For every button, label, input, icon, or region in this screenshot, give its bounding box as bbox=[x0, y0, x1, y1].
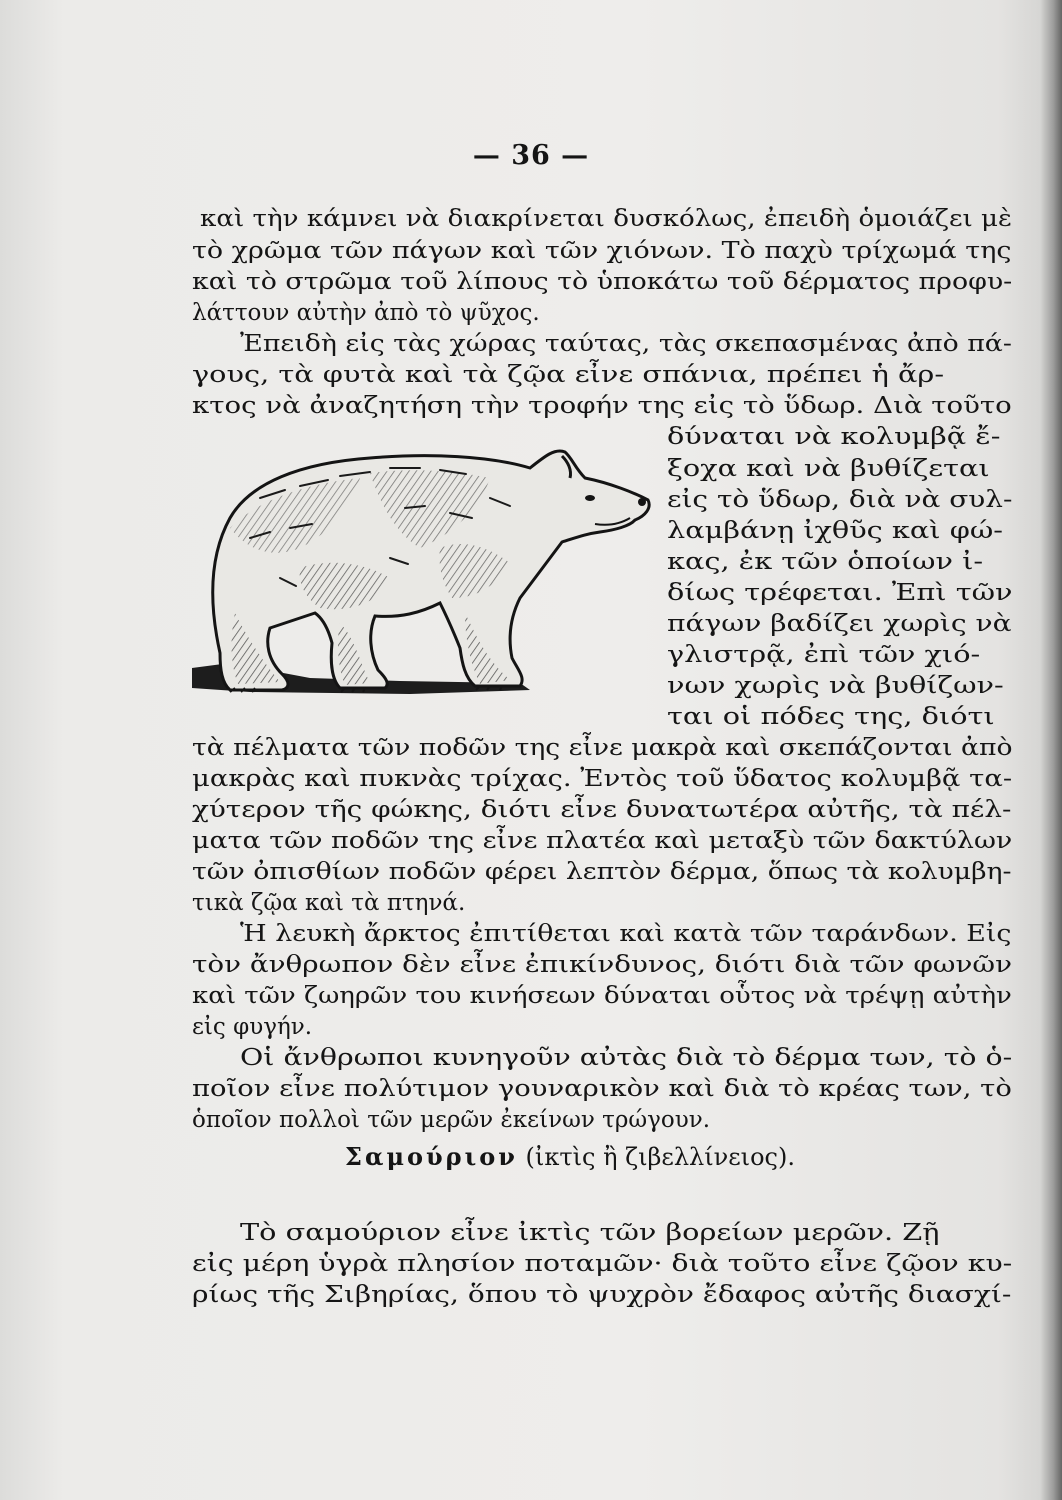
text-line: Ἡ λευκὴ ἄρκτος ἐπιτίθεται καὶ κατὰ τῶν ταράνδων. Εἰς bbox=[240, 921, 1012, 947]
text-line: εἰς φυγήν. bbox=[192, 1014, 313, 1040]
text-line: Τὸ σαμούριον εἶνε ἰκτὶς τῶν βορείων μερῶν. Ζῇ bbox=[240, 1220, 940, 1246]
text-line: ὁποῖον πολλοὶ τῶν μερῶν ἐκείνων τρώγουν. bbox=[192, 1107, 711, 1133]
text-line: Οἱ ἄνθρωποι κυνηγοῦν αὐτὰς διὰ τὸ δέρμα των, τὸ ὁ- bbox=[240, 1045, 1013, 1071]
text-line: τὸ χρῶμα τῶν πάγων καὶ τῶν χιόνων. Τὸ παχὺ τρίχωμά της bbox=[192, 238, 1012, 264]
text-line: νων χωρὶς νὰ βυθίζων- bbox=[667, 673, 1004, 699]
text-line: λαμβάνῃ ἰχθῦς καὶ φώ- bbox=[667, 518, 1004, 544]
text-line: τὰ πέλματα τῶν ποδῶν της εἶνε μακρὰ καὶ σκεπάζονται ἀπὸ bbox=[192, 735, 1013, 761]
text-line: καὶ τὴν κάμνει νὰ διακρίνεται δυσκόλως, ἐπειδὴ ὁμοιάζει μὲ bbox=[200, 206, 1013, 232]
page-edge-shadow bbox=[1040, 0, 1062, 1500]
text-line: καὶ τὸ στρῶμα τοῦ λίπους τὸ ὑποκάτω τοῦ δέρματος προφυ- bbox=[192, 269, 1013, 295]
text-line: εἰς τὸ ὕδωρ, διὰ νὰ συλ- bbox=[667, 487, 1013, 513]
text-line: ματα τῶν ποδῶν της εἶνε πλατέα καὶ μεταξὺ τῶν δακτύλων bbox=[192, 828, 1013, 854]
section-title bbox=[345, 1142, 795, 1171]
text-line: κας, ἐκ τῶν ὁποίων ἰ- bbox=[667, 549, 984, 575]
text-line: καὶ τῶν ζωηρῶν του κινήσεων δύναται οὗτος νὰ τρέψῃ αὐτὴν bbox=[192, 983, 1012, 1009]
text-line: γους, τὰ φυτὰ καὶ τὰ ζῷα εἶνε σπάνια, πρέπει ἡ ἄρ- bbox=[192, 362, 945, 388]
text-line: Ἐπειδὴ εἰς τὰς χώρας ταύτας, τὰς σκεπασμένας ἀπὸ πά- bbox=[240, 331, 1012, 357]
text-line: ξοχα καὶ νὰ βυθίζεται bbox=[667, 456, 990, 482]
text-line: πάγων βαδίζει χωρὶς νὰ bbox=[667, 611, 1012, 637]
text-line: γλιστρᾷ, ἐπὶ τῶν χιό- bbox=[667, 642, 981, 668]
text-line: τῶν ὀπισθίων ποδῶν φέρει λεπτὸν δέρμα, ὅπως τὰ κολυμβη- bbox=[192, 859, 1012, 885]
text-line: τικὰ ζῷα καὶ τὰ πτηνά. bbox=[192, 890, 466, 916]
text-line: δίως τρέφεται. Ἐπὶ τῶν bbox=[667, 580, 1013, 606]
text-line: ποῖον εἶνε πολύτιμον γουναρικὸν καὶ διὰ τὸ κρέας των, τὸ bbox=[192, 1076, 1012, 1102]
text-line: τὸν ἄνθρωπον δὲν εἶνε ἐπικίνδυνος, διότι διὰ τῶν φωνῶν bbox=[192, 952, 1012, 978]
text-line: ται οἱ πόδες της, διότι bbox=[667, 704, 995, 730]
polar-bear-illustration bbox=[190, 438, 655, 696]
page-number: — 36 — bbox=[472, 140, 590, 171]
section-title-name: Σαμούριον bbox=[345, 1142, 518, 1171]
text-line: εἰς μέρη ὑγρὰ πλησίον ποταμῶν· διὰ τοῦτο εἶνε ζῷον κυ- bbox=[192, 1251, 1013, 1277]
text-line: μακρὰς καὶ πυκνὰς τρίχας. Ἐντὸς τοῦ ὕδατος κολυμβᾷ τα- bbox=[192, 766, 1013, 792]
text-line: δύναται νὰ κολυμβᾷ ἔ- bbox=[667, 424, 1001, 450]
text-line: κτος νὰ ἀναζητήση τὴν τροφήν της εἰς τὸ ὕδωρ. Διὰ τοῦτο bbox=[192, 393, 1012, 419]
text-line: ρίως τῆς Σιβηρίας, ὅπου τὸ ψυχρὸν ἔδαφος αὐτῆς διασχί- bbox=[192, 1282, 1012, 1308]
text-line: λάττουν αὐτὴν ἀπὸ τὸ ψῦχος. bbox=[192, 300, 540, 326]
section-title-subtitle: (ἰκτὶς ἢ ζιβελλίνειος). bbox=[525, 1143, 795, 1171]
text-line: χύτερον τῆς φώκης, διότι εἶνε δυνατωτέρα αὐτῆς, τὰ πέλ- bbox=[192, 797, 1012, 823]
